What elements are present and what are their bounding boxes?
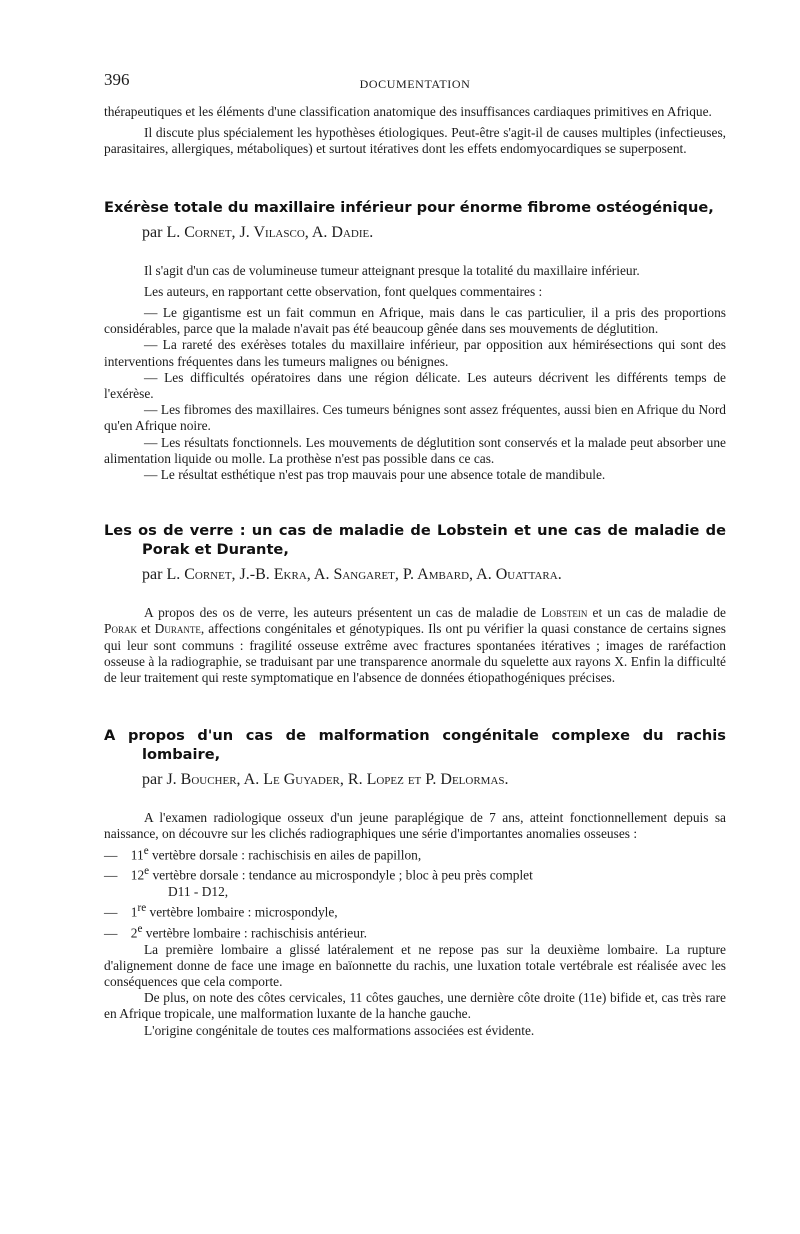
article-body	[104, 263, 726, 484]
byline-authors: L. Cornet, J. Vilasco, A. Dadie.	[166, 223, 374, 241]
list-item-continuation: D11 - D12,	[168, 884, 229, 900]
article-title: Exérèse totale du maxillaire inférieur pour énorme fibrome ostéogénique,	[104, 198, 714, 216]
body-paragraph: L'origine congénitale de toutes ces malformations associées est évidente.	[144, 1022, 535, 1038]
page-number: 396	[104, 70, 130, 89]
intro-paragraph-1: thérapeutiques et les éléments d'une classification anatomique des insuffisances cardiaques primitives en Afrique.	[104, 104, 712, 119]
item-sup: re	[137, 902, 147, 915]
byline-par: par	[142, 771, 163, 789]
byline-par: par	[142, 223, 163, 241]
article-exerese	[104, 198, 726, 484]
byline-authors: L. Cornet, J.-B. Ekra, A. Sangaret, P. Ambard, A. Ouattara.	[166, 566, 562, 584]
item-number: 11	[130, 847, 144, 863]
body-paragraph	[104, 605, 726, 686]
author-name: Durante	[154, 621, 201, 637]
item-text: vertèbre lombaire : rachischisis antérieur.	[142, 925, 368, 941]
list-item: — 12e vertèbre dorsale : tendance au microspondyle ; bloc à peu près complet	[104, 865, 533, 883]
body-paragraph: — La rareté des exérèses totales du maxillaire inférieur, par opposition aux hémirésections qui sont des interventions fréquentes dans les tumeurs malignes ou bénignes.	[104, 337, 726, 369]
text-run: et un cas de maladie de	[587, 605, 726, 621]
item-sup: e	[144, 865, 150, 878]
body-paragraph: Il s'agit d'un cas de volumineuse tumeur atteignant presque la totalité du maxillaire inférieur.	[144, 262, 640, 278]
article-os-de-verre	[104, 521, 726, 686]
body-paragraph: — Le résultat esthétique n'est pas trop mauvais pour une absence totale de mandibule.	[144, 467, 606, 483]
byline-par: par	[142, 566, 163, 584]
text-run: A propos des os de verre, les auteurs présentent un cas de maladie de	[144, 605, 542, 621]
body-paragraph: De plus, on note des côtes cervicales, 11 côtes gauches, une dernière côte droite (11e) bifide et, cas très rare en Afrique tropicale, une malformation luxante de la hanche gauche.	[104, 990, 726, 1022]
text-run: , affections congénitales et génotypiques. Ils ont pu vérifier la quasi constance de certains signes qui leur sont communs : fragilité osseuse extrême avec fractures spontanées itératives ; images de raréfaction osseuse à la radiographie, se traduisant par une transparence anormale du squelette aux rayons X. Enfin la difficulté de leur traitement qui reste symptomatique en l'absence de données étiopathogéniques précises.	[104, 621, 727, 686]
item-sup: e	[143, 844, 149, 857]
running-title: DOCUMENTATION	[359, 77, 471, 91]
body-paragraph: — Les résultats fonctionnels. Les mouvements de déglutition sont conservés et la malade peut absorber une alimentation liquide ou molle. La prothèse n'est pas possible dans ce cas.	[104, 434, 726, 466]
list-item: — 1re vertèbre lombaire : microspondyle,	[104, 902, 338, 920]
article-byline	[142, 770, 726, 790]
body-paragraph: — Les difficultés opératoires dans une région délicate. Les auteurs décrivent les différents temps de l'exérèse.	[104, 369, 726, 402]
body-paragraph: — Les fibromes des maxillaires. Ces tumeurs bénignes sont assez fréquentes, aussi bien en Afrique du Nord qu'en Afrique noire.	[104, 402, 726, 434]
list-item: — 2e vertèbre lombaire : rachischisis antérieur.	[104, 922, 368, 941]
text-run: et	[136, 621, 155, 637]
item-text: vertèbre lombaire : microspondyle,	[146, 904, 338, 920]
body-paragraph: — Le gigantisme est un fait commun en Afrique, mais dans le cas particulier, il a pris des proportions considérables, parce que la malade n'avait pas été beaucoup gênée dans ses mouvements de déglutition.	[104, 305, 726, 337]
article-byline	[142, 223, 726, 243]
body-paragraph: A l'examen radiologique osseux d'un jeune paraplégique de 7 ans, atteint fonctionnellement depuis sa naissance, on découvre sur les clichés radiographiques une série d'importantes anomalies osseuses :	[104, 810, 726, 842]
article-body	[104, 810, 726, 1039]
body-paragraph: La première lombaire a glissé latéralement et ne repose pas sur la deuxième lombaire. La rupture d'alignement donne de face une image en baïonnette du rachis, une luxation totale vertébrale est réalisée avec les conséquences que cela comporte.	[104, 941, 726, 989]
body-paragraph: Les auteurs, en rapportant cette observation, font quelques commentaires :	[144, 283, 543, 299]
document-page	[104, 72, 726, 1039]
article-rachis-lombaire	[104, 726, 726, 1039]
article-body	[104, 605, 726, 686]
list-item: — 11e vertèbre dorsale : rachischisis en ailes de papillon,	[104, 844, 422, 863]
item-text: vertèbre dorsale : rachischisis en ailes de papillon,	[148, 847, 422, 863]
item-sup: e	[137, 922, 143, 935]
author-name: Lobstein	[541, 605, 588, 621]
article-title: A propos d'un cas de malformation congénitale complexe du rachis lombaire,	[104, 727, 726, 764]
article-title: Les os de verre : un cas de maladie de Lobstein et une cas de maladie de Porak et Durante,	[104, 522, 726, 559]
item-number: 1	[130, 904, 138, 920]
author-name: Porak	[104, 621, 137, 637]
item-number: 2	[130, 925, 138, 941]
byline-authors: J. Boucher, A. Le Guyader, R. Lopez et P. Delormas.	[166, 771, 509, 789]
running-header	[104, 72, 726, 96]
intro-paragraph-2: Il discute plus spécialement les hypothèses étiologiques. Peut-être s'agit-il de causes multiples (infectieuses, parasitaires, allergiques, métaboliques) et surtout itératives dont les effets endomyocardiques se superposent.	[104, 125, 726, 157]
item-text: vertèbre dorsale : tendance au microspondyle ; bloc à peu près complet	[149, 867, 533, 883]
article-byline	[142, 565, 726, 585]
item-number: 12	[130, 867, 145, 883]
